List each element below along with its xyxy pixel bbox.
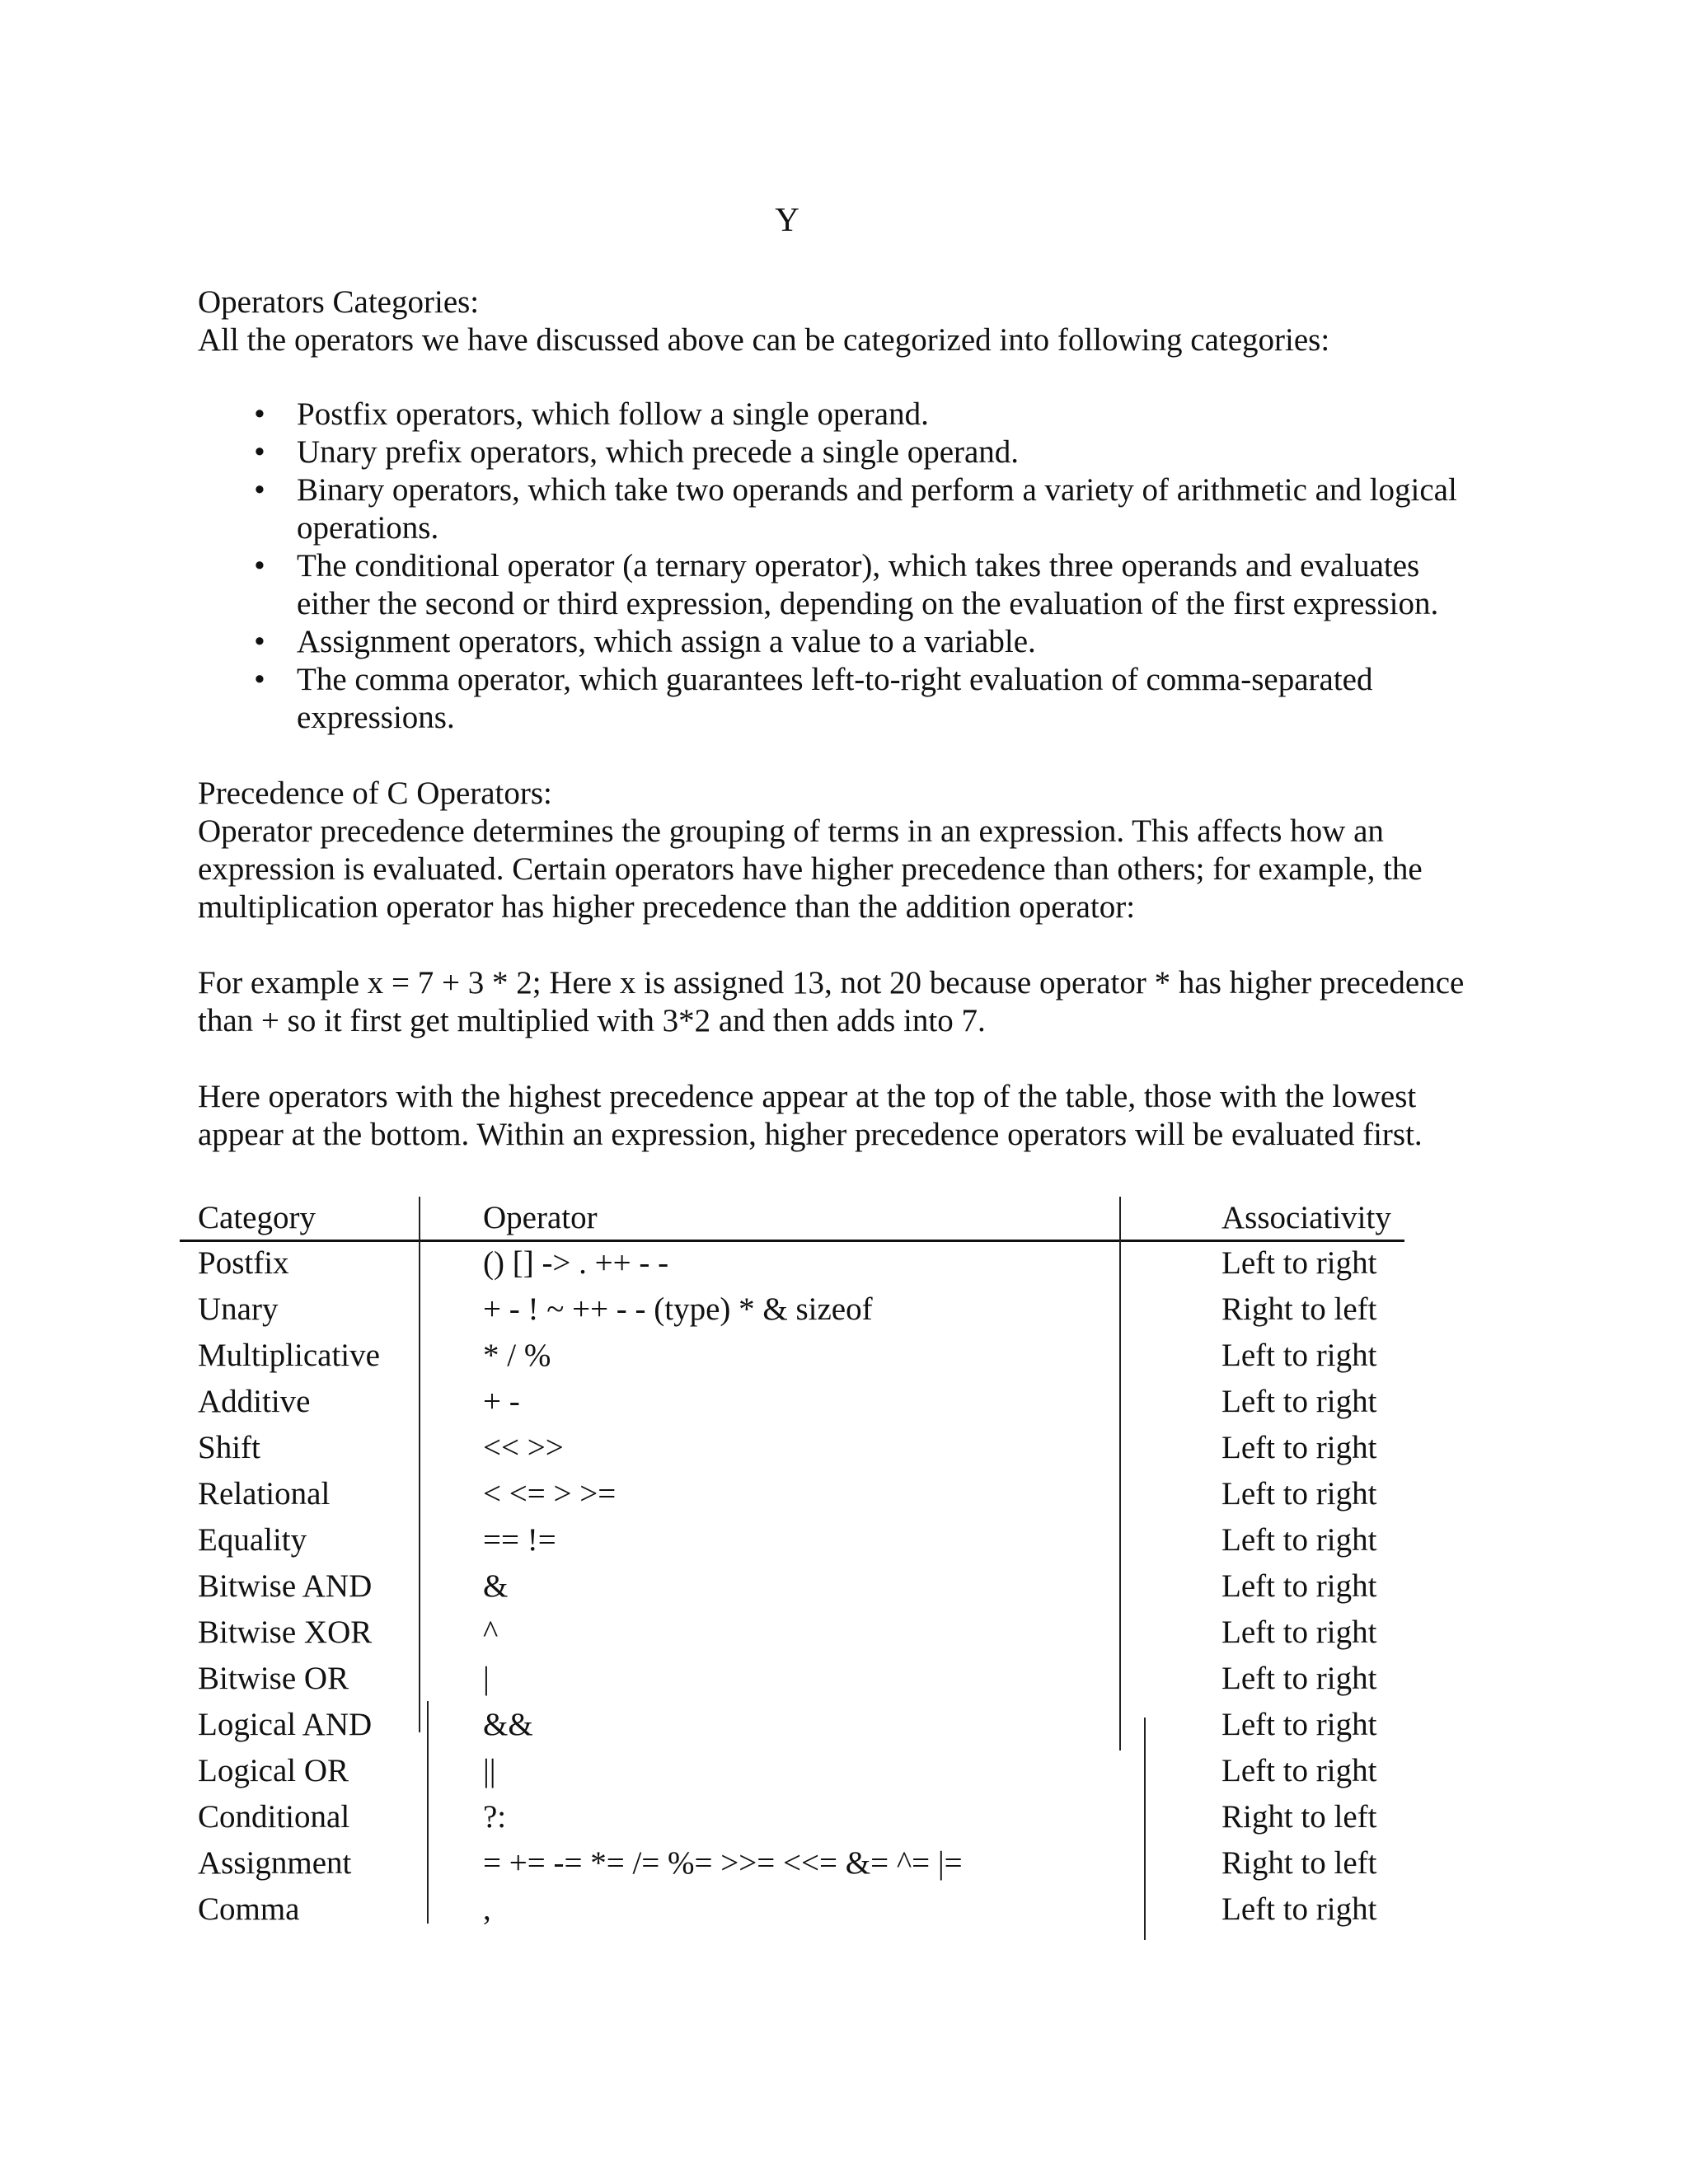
list-item-text: The comma operator, which guarantees left-to-right evaluation of comma-separated expressions. — [297, 662, 1373, 735]
cell-category: Bitwise AND — [198, 1568, 373, 1604]
cell-category: Bitwise OR — [198, 1661, 349, 1696]
precedence-example — [198, 964, 1484, 1040]
cell-category: Relational — [198, 1476, 331, 1511]
column-divider-right-upper — [1119, 1197, 1121, 1750]
table-row — [180, 1334, 1404, 1380]
column-divider-left-upper — [419, 1197, 420, 1732]
cell-category: Bitwise XOR — [198, 1615, 373, 1650]
table-row — [180, 1750, 1404, 1796]
categories-intro: All the operators we have discussed above can be categorized into following categories: — [198, 322, 1330, 358]
list-item-text: Assignment operators, which assign a value to a variable. — [297, 624, 1036, 659]
list-item — [198, 396, 1484, 434]
cell-associativity: Left to right — [1221, 1661, 1377, 1696]
precedence-paragraph-2: For example x = 7 + 3 * 2; Here x is assigned 13, not 20 because operator * has higher precedence than + so it first get multiplied with 3*2 and then adds into 7. — [198, 965, 1465, 1038]
cell-operator: = += -= *= /= %= >>= <<= &= ^= |= — [483, 1845, 963, 1881]
table-row — [180, 1380, 1404, 1427]
cell-operator: == != — [483, 1522, 556, 1558]
cell-operator: | — [483, 1661, 490, 1696]
header-operator: Operator — [483, 1200, 598, 1235]
bullet-icon: • — [254, 472, 265, 508]
categories-bullet-list — [198, 396, 1484, 737]
table-row — [180, 1288, 1404, 1334]
categories-heading: Operators Categories: — [198, 284, 480, 320]
cell-associativity: Left to right — [1221, 1384, 1377, 1419]
list-item-text: Postfix operators, which follow a single operand. — [297, 396, 929, 432]
table-row — [180, 1565, 1404, 1611]
cell-operator: || — [483, 1753, 496, 1788]
table-row — [180, 1473, 1404, 1519]
cell-operator: + - — [483, 1384, 520, 1419]
cell-operator: & — [483, 1568, 509, 1604]
list-item — [198, 547, 1484, 623]
cell-operator: () [] -> . ++ - - — [483, 1245, 669, 1281]
cell-operator: + - ! ~ ++ - - (type) * & sizeof — [483, 1291, 873, 1327]
cell-category: Comma — [198, 1891, 300, 1927]
cell-operator: < <= > >= — [483, 1476, 617, 1511]
cell-category: Shift — [198, 1430, 260, 1465]
cell-associativity: Right to left — [1221, 1845, 1377, 1881]
cell-associativity: Left to right — [1221, 1568, 1377, 1604]
cell-associativity: Left to right — [1221, 1522, 1377, 1558]
cell-operator: , — [483, 1891, 491, 1927]
header-category: Category — [198, 1200, 316, 1235]
cell-associativity: Left to right — [1221, 1338, 1377, 1373]
precedence-heading: Precedence of C Operators: — [198, 776, 552, 811]
cell-operator: ?: — [483, 1799, 507, 1835]
cell-associativity: Left to right — [1221, 1615, 1377, 1650]
header-associativity: Associativity — [1221, 1200, 1391, 1235]
cell-operator: && — [483, 1707, 533, 1742]
cell-category: Equality — [198, 1522, 307, 1558]
cell-associativity: Left to right — [1221, 1707, 1377, 1742]
list-item — [198, 471, 1484, 547]
precedence-table — [180, 1197, 1404, 1934]
table-row — [180, 1842, 1404, 1888]
bullet-icon: • — [254, 624, 265, 659]
cell-associativity: Left to right — [1221, 1476, 1377, 1511]
precedence-paragraph-3: Here operators with the highest precedence appear at the top of the table, those with the lowest appear at the bottom. Within an expression, higher precedence operators will be evaluated first. — [198, 1079, 1423, 1152]
cell-associativity: Left to right — [1221, 1430, 1377, 1465]
cell-associativity: Left to right — [1221, 1891, 1377, 1927]
cell-associativity: Left to right — [1221, 1753, 1377, 1788]
precedence-note — [198, 1078, 1484, 1154]
cell-category: Logical OR — [198, 1753, 349, 1788]
list-item — [198, 623, 1484, 661]
categories-section — [198, 284, 1484, 359]
cell-category: Additive — [198, 1384, 311, 1419]
list-item-text: Unary prefix operators, which precede a single operand. — [297, 434, 1020, 470]
cell-operator: ^ — [483, 1615, 499, 1650]
column-divider-left-lower — [427, 1701, 429, 1924]
table-row — [180, 1427, 1404, 1473]
table-row — [180, 1888, 1404, 1934]
table-row — [180, 1704, 1404, 1750]
bullet-icon: • — [254, 396, 265, 432]
list-item — [198, 661, 1484, 737]
cell-category: Multiplicative — [198, 1338, 380, 1373]
page-letter: Y — [775, 200, 799, 238]
list-item — [198, 434, 1484, 471]
precedence-section — [198, 775, 1484, 926]
bullet-icon: • — [254, 662, 265, 697]
cell-associativity: Left to right — [1221, 1245, 1377, 1281]
cell-category: Conditional — [198, 1799, 350, 1835]
table-row — [180, 1796, 1404, 1842]
cell-operator: * / % — [483, 1338, 551, 1373]
table-row — [180, 1657, 1404, 1704]
bullet-icon: • — [254, 548, 265, 583]
list-item-text: The conditional operator (a ternary operator), which takes three operands and evaluates either the second or third expression, depending on the evaluation of the first expression. — [297, 548, 1439, 621]
precedence-paragraph-1: Operator precedence determines the grouping of terms in an expression. This affects how an expression is evaluated. Certain operators have higher precedence than others; for example, the multiplication operator has higher precedence than the addition operator: — [198, 813, 1423, 925]
cell-category: Logical AND — [198, 1707, 373, 1742]
cell-category: Unary — [198, 1291, 279, 1327]
cell-category: Assignment — [198, 1845, 352, 1881]
table-header-row — [180, 1197, 1404, 1242]
table-row — [180, 1611, 1404, 1657]
cell-associativity: Right to left — [1221, 1799, 1377, 1835]
bullet-icon: • — [254, 434, 265, 470]
column-divider-right-lower — [1144, 1718, 1146, 1940]
list-item-text: Binary operators, which take two operands and perform a variety of arithmetic and logical operations. — [297, 472, 1457, 546]
table-body — [180, 1242, 1404, 1934]
table-row — [180, 1242, 1404, 1288]
cell-operator: << >> — [483, 1430, 564, 1465]
cell-category: Postfix — [198, 1245, 289, 1281]
cell-associativity: Right to left — [1221, 1291, 1377, 1327]
table-row — [180, 1519, 1404, 1565]
